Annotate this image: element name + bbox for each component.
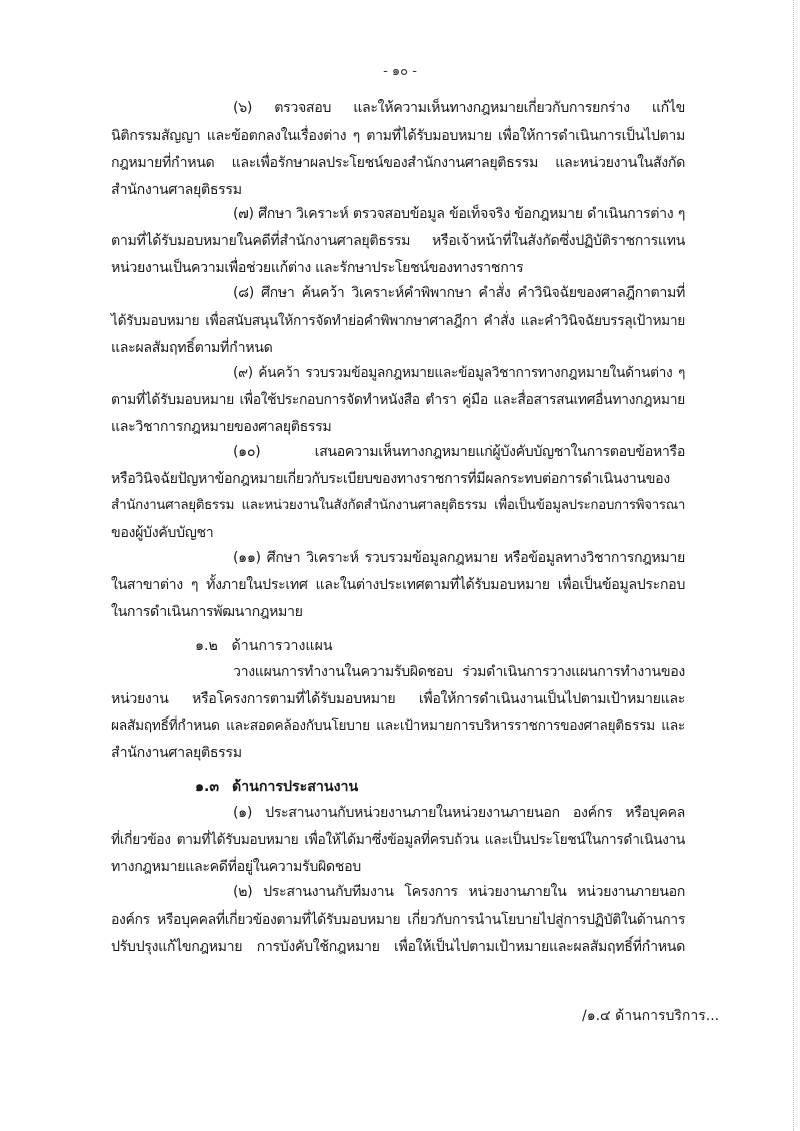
page-number: - ๑๐ - [383,64,417,79]
section-heading-1-2 [195,636,333,656]
paragraph-line: (๗) ศึกษา วิเคราะห์ ตรวจสอบข้อมูล ข้อเท็จจริง ข้อกฎหมาย ดำเนินการต่าง ๆ [233,206,685,222]
paragraph-line: กฎหมายที่กำหนด และเพื่อรักษาผลประโยชน์ของสำนักงานศาลยุติธรรม และหน่วยงานในสังกัด [111,155,685,171]
paragraph-line: หน่วยงานเป็นความเพื่อช่วยแก้ต่าง และรักษาประโยชน์ของทางราชการ [111,260,524,276]
section-title: ด้านการวางแผน [231,638,333,654]
paragraph-line: (๑๑) ศึกษา วิเคราะห์ รวบรวมข้อมูลกฎหมาย หรือข้อมูลทางวิชาการกฎหมาย [233,550,685,566]
continuation-note: /๑.๔ ด้านการบริการ... [582,1008,720,1024]
paragraph-line: ของผู้บังคับบัญชา [111,525,214,541]
section-number: ๑.๓ [195,779,220,795]
section-number: ๑.๒ [195,638,218,654]
paragraph-line: ในการดำเนินการพัฒนากฎหมาย [111,604,303,620]
paragraph-line: หน่วยงาน หรือโครงการตามที่ได้รับมอบหมาย เพื่อให้การดำเนินงานเป็นไปตามเป้าหมายและ [111,691,685,707]
paragraph-line: (๒) ประสานงานกับทีมงาน โครงการ หน่วยงานภายใน หน่วยงานภายนอก [233,884,685,900]
paragraph-line: และผลสัมฤทธิ์ตามที่กำหนด [111,340,273,356]
paragraph-line: ในสาขาต่าง ๆ ทั้งภายในประเทศ และในต่างประเทศตามที่ได้รับมอบหมาย เพื่อเป็นข้อมูลประกอบ [111,577,685,593]
paragraph-line: ที่เกี่ยวข้อง ตามที่ได้รับมอบหมาย เพื่อให้ได้มาซึ่งข้อมูลที่ครบถ้วน และเป็นประโยชน์ในการดำเนินงาน [111,832,685,848]
paragraph-line: ตามที่ได้รับมอบหมาย เพื่อใช้ประกอบการจัดทำหนังสือ ตำรา คู่มือ และสื่อสารสนเทศอื่นทางกฎหมาย [111,392,685,408]
paragraph-line: สำนักงานศาลยุติธรรม [111,745,242,761]
paragraph-line: (๘) ศึกษา ค้นคว้า วิเคราะห์คำพิพากษา คำสั่ง คำวินิจฉัยของศาลฎีกาตามที่ [233,285,685,301]
paragraph-line: นิติกรรมสัญญา และข้อตกลงในเรื่องต่าง ๆ ตามที่ได้รับมอบหมาย เพื่อให้การดำเนินการเป็นไปตาม [111,128,685,144]
paragraph-line: วางแผนการทำงานในความรับผิดชอบ ร่วมดำเนินการวางแผนการทำงานของ [233,664,685,680]
paragraph-line: องค์กร หรือบุคคลที่เกี่ยวข้องตามที่ได้รับมอบหมาย เกี่ยวกับการนำนโยบายไปสู่การปฏิบัติในด้านการ [111,912,685,928]
paragraph-line: ได้รับมอบหมาย เพื่อสนับสนุนให้การจัดทำย่อคำพิพากษาศาลฎีกา คำสั่ง และคำวินิจฉัยบรรลุเป้าหมาย [111,313,685,329]
paragraph-line: ปรับปรุงแก้ไขกฎหมาย การบังคับใช้กฎหมาย เพื่อให้เป็นไปตามเป้าหมายและผลสัมฤทธิ์ที่กำหนด [111,939,685,955]
section-title: ด้านการประสานงาน [231,779,359,795]
section-heading-1-3 [195,777,358,797]
paragraph-line: ตามที่ได้รับมอบหมายในคดีที่สำนักงานศาลยุติธรรม หรือเจ้าหน้าที่ในสังกัดซึ่งปฏิบัติราชการแทน [111,233,685,249]
paragraph-line: (๑) ประสานงานกับหน่วยงานภายในหน่วยงานภายนอก องค์กร หรือบุคคล [233,805,685,821]
scan-edge-line [793,0,794,1131]
paragraph-line: (๑๐) เสนอความเห็นทางกฎหมายแก่ผู้บังคับบัญชาในการตอบข้อหารือ [233,444,685,460]
paragraph-line: สำนักงานศาลยุติธรรม และหน่วยงานในสังกัดสำนักงานศาลยุติธรรม เพื่อเป็นข้อมูลประกอบการพิจารณา [111,498,685,513]
paragraph-line: (๙) ค้นคว้า รวบรวมข้อมูลกฎหมายและข้อมูลวิชาการทางกฎหมายในด้านต่าง ๆ [233,365,685,381]
paragraph-line: สำนักงานศาลยุติธรรม [111,182,242,198]
paragraph-line: ผลสัมฤทธิ์ที่กำหนด และสอดคล้องกับนโยบาย และเป้าหมายการบริหารราชการของศาลยุติธรรม และ [111,718,685,734]
paragraph-line: ทางกฎหมายและคดีที่อยู่ในความรับผิดชอบ [111,859,361,875]
paragraph-line: และวิชาการกฎหมายของศาลยุติธรรม [111,419,332,435]
paragraph-line: หรือวินิจฉัยปัญหาข้อกฎหมายเกี่ยวกับระเบียบของทางราชการที่มีผลกระทบต่อการดำเนินงานของ [111,471,670,487]
paragraph-line: (๖) ตรวจสอบ และให้ความเห็นทางกฎหมายเกี่ยวกับการยกร่าง แก้ไข [233,100,685,116]
